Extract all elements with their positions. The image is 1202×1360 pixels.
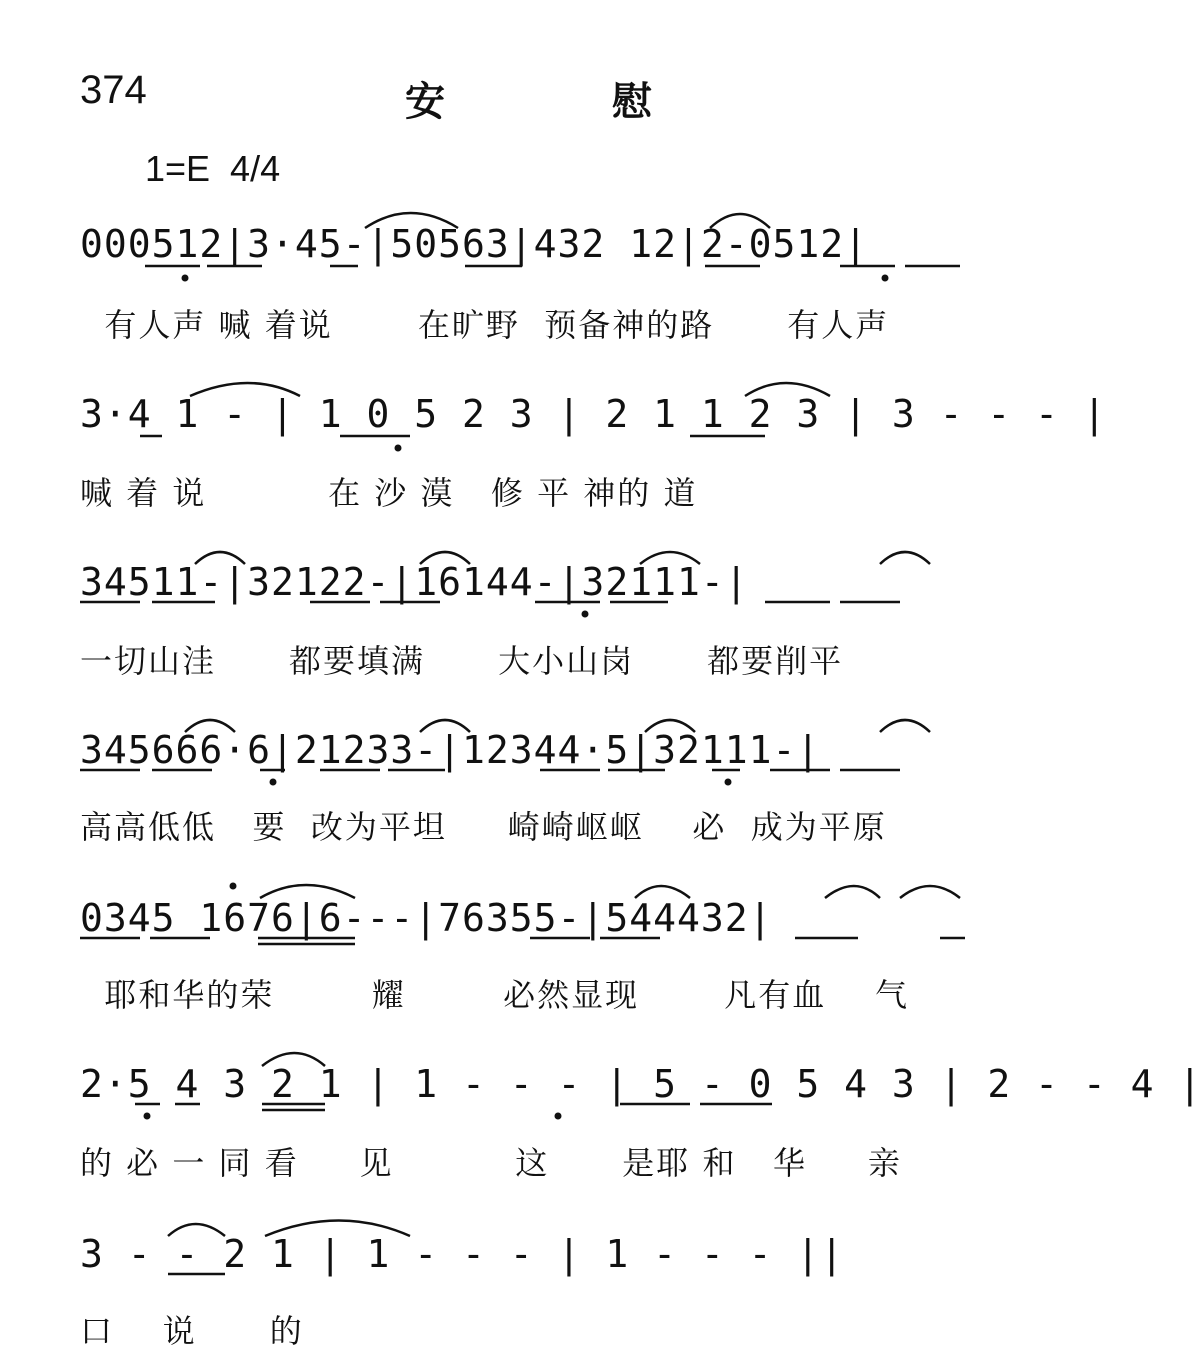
notation-line-5: 0345 1676|6---|76355-|544432| — [80, 896, 773, 940]
octave-dot — [395, 445, 402, 452]
notation-line-4: 345666·6|21233-|12344·5|32111-| — [80, 728, 821, 772]
octave-dot — [555, 1113, 562, 1120]
hymn-number: 374 — [80, 68, 147, 112]
lyrics-line-2: 喊 着 说 在 沙 漠 修 平 神的 道 — [80, 474, 698, 512]
octave-dot — [182, 275, 189, 282]
notation-line-2: 3·4 1 - | 1 0 5 2 3 | 2 1 1 2 3 | 3 - - - | — [80, 392, 1107, 436]
octave-dot — [230, 883, 237, 890]
slur — [880, 552, 930, 564]
lyrics-line-5: 耶和华的荣 耀 必然显现 凡有血 气 — [80, 976, 909, 1014]
slur — [900, 886, 960, 898]
notation-line-7: 3 - - 2 1 | 1 - - - | 1 - - - || — [80, 1232, 845, 1276]
lyrics-line-6: 的 必 一 同 看 见 这 是耶 和 华 亲 — [80, 1144, 902, 1182]
hymn-title-char-1: 安 — [405, 79, 445, 125]
octave-dot — [882, 275, 889, 282]
key-signature: 1=E 4/4 — [145, 148, 281, 189]
octave-dot — [725, 779, 732, 786]
lyrics-line-4: 高高低低 要 改为平坦 崎崎岖岖 必 成为平原 — [80, 808, 887, 846]
lyrics-line-1: 有人声 喊 着说 在旷野 预备神的路 有人声 — [80, 306, 890, 344]
octave-dot — [582, 611, 589, 618]
lyrics-line-3: 一切山洼 都要填满 大小山岗 都要削平 — [80, 642, 844, 680]
octave-dot — [144, 1113, 151, 1120]
slur — [825, 886, 880, 898]
octave-dot — [270, 779, 277, 786]
slur — [880, 720, 930, 732]
notation-line-3: 34511-|32122-|16144-|32111-| — [80, 560, 749, 604]
lyrics-line-7: 口 说 的 — [80, 1312, 304, 1350]
notation-line-6: 2·5 4 3 2 1 | 1 - - - | 5 - 0 5 4 3 | 2 - - 4 | — [80, 1062, 1202, 1106]
notation-line-1: 000512|3·45-|50563|432 12|2-0512| — [80, 222, 868, 266]
hymn-title-char-2: 慰 — [612, 79, 652, 125]
